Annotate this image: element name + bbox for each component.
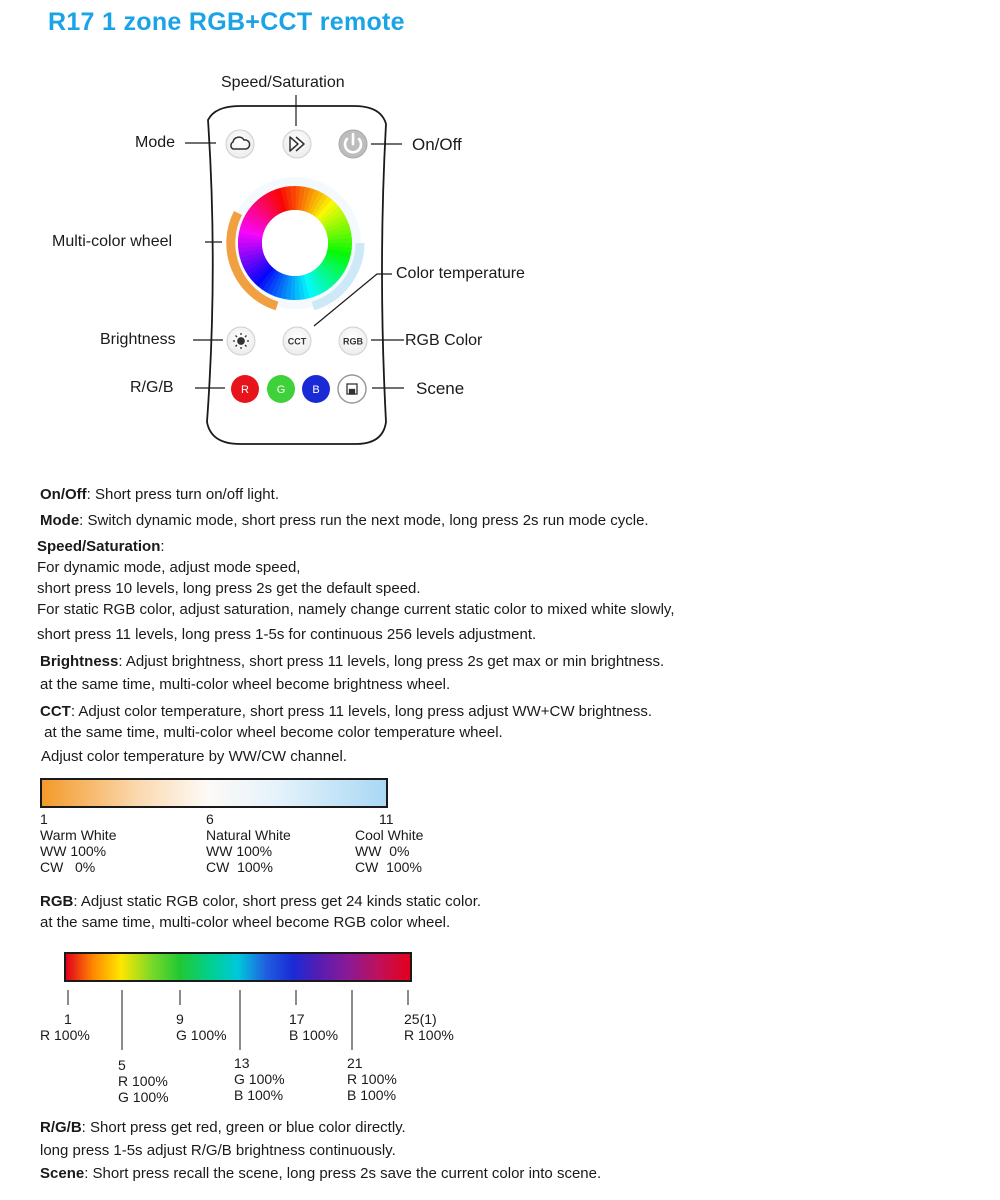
rgb-stop-5-value1: R 100% — [118, 1073, 168, 1089]
rgb-stop-9-value: G 100% — [176, 1027, 227, 1043]
rgb-stop-21-value1: R 100% — [347, 1071, 397, 1087]
rgb-stop-17 — [289, 1011, 338, 1043]
desc-cct-line2: at the same time, multi-color wheel become color temperature wheel. — [40, 724, 503, 741]
rgb-stop-25 — [404, 1011, 454, 1043]
cct-stop-11-num: 11 — [379, 811, 394, 827]
multi-color-wheel[interactable] — [229, 177, 361, 309]
rgb-stop-1 — [40, 1011, 90, 1043]
cct-button[interactable] — [283, 327, 311, 355]
cct-stop-11 — [355, 811, 423, 875]
desc-rgb-keys-text: : Short press get red, green or blue color directly. — [81, 1119, 406, 1136]
cct-stop-6-num: 6 — [206, 811, 214, 827]
cct-stop-6-ww: WW 100% — [206, 843, 273, 859]
cct-stop-1-ww: WW 100% — [40, 843, 107, 859]
rgb-stop-13 — [234, 1055, 285, 1103]
scene-button[interactable] — [338, 375, 366, 403]
term-speed: Speed/Saturation — [37, 538, 161, 555]
red-button-label: R — [241, 384, 249, 396]
desc-mode-text: : Switch dynamic mode, short press run the next mode, long press 2s run mode cycle. — [79, 512, 649, 529]
desc-cct-text: : Adjust color temperature, short press 11 levels, long press adjust WW+CW brightness. — [70, 703, 653, 720]
label-brightness: Brightness — [100, 331, 176, 348]
desc-rgb — [40, 892, 481, 912]
cct-stop-6-cw: CW 100% — [206, 859, 273, 875]
label-rgb-keys: R/G/B — [130, 379, 174, 396]
label-multi-color-wheel: Multi-color wheel — [52, 233, 173, 250]
rgb-stop-1-value: R 100% — [40, 1027, 90, 1043]
rgb-button-label: RGB — [343, 336, 363, 347]
desc-brightness-text: : Adjust brightness, short press 11 levels, long press 2s get max or min brightness. — [118, 653, 665, 670]
rgb-stop-5-num: 5 — [118, 1057, 126, 1073]
desc-rgb-line2: at the same time, multi-color wheel become RGB color wheel. — [40, 914, 451, 931]
rgb-stop-21 — [347, 1055, 397, 1103]
term-brightness: Brightness — [40, 653, 119, 670]
green-button-label: G — [276, 384, 286, 396]
label-rgb-color: RGB Color — [405, 332, 483, 349]
rgb-gradient-bar — [64, 952, 412, 982]
term-cct: CCT — [40, 703, 71, 720]
cct-stop-1-cw: CW 0% — [40, 859, 96, 875]
on-off-button[interactable] — [339, 130, 367, 158]
label-speed-saturation: Speed/Saturation — [221, 74, 345, 91]
rgb-stop-9-num: 9 — [176, 1011, 184, 1027]
desc-scene-text: : Short press recall the scene, long press 2s save the current color into scene. — [84, 1165, 602, 1182]
cct-gradient-bar — [40, 778, 388, 808]
rgb-stop-5 — [118, 1057, 169, 1105]
desc-speed-line1: For dynamic mode, adjust mode speed, — [37, 559, 301, 576]
rgb-stop-1-num: 1 — [64, 1011, 72, 1027]
desc-speed-line2: short press 10 levels, long press 2s get the default speed. — [37, 580, 421, 597]
rgb-stop-9 — [176, 1011, 227, 1043]
brightness-button[interactable] — [227, 327, 255, 355]
red-button[interactable] — [231, 375, 259, 403]
rgb-stop-13-value2: B 100% — [234, 1087, 284, 1103]
label-mode: Mode — [135, 134, 176, 151]
speed-saturation-button[interactable] — [283, 130, 311, 158]
desc-cct — [40, 702, 652, 722]
desc-brightness-line2: at the same time, multi-color wheel become brightness wheel. — [40, 676, 451, 693]
cct-stop-11-cw: CW 100% — [355, 859, 422, 875]
rgb-stop-25-value: R 100% — [404, 1027, 454, 1043]
rgb-stop-13-value1: G 100% — [234, 1071, 285, 1087]
cct-stop-1 — [40, 811, 116, 875]
rgb-stop-17-num: 17 — [289, 1011, 305, 1027]
desc-rgb-text: : Adjust static RGB color, short press get 24 kinds static color. — [73, 893, 482, 910]
desc-mode — [40, 511, 649, 531]
cct-stop-6-name: Natural White — [206, 827, 291, 843]
term-on-off: On/Off — [40, 486, 87, 503]
rgb-stop-21-value2: B 100% — [347, 1087, 397, 1103]
cct-stop-1-num: 1 — [40, 811, 48, 827]
desc-scene — [40, 1164, 601, 1184]
rgb-stop-5-value2: G 100% — [118, 1089, 169, 1105]
term-mode: Mode — [40, 512, 80, 529]
blue-button-label: B — [312, 384, 320, 396]
desc-speed-heading — [37, 537, 165, 557]
desc-speed-line3: For static RGB color, adjust saturation, namely change current static color to mixed white slowly, — [37, 601, 675, 618]
rgb-button[interactable] — [339, 327, 367, 355]
rgb-stop-13-num: 13 — [234, 1055, 250, 1071]
green-button[interactable] — [267, 375, 295, 403]
label-scene: Scene — [416, 379, 465, 398]
page-title: R17 1 zone RGB+CCT remote — [48, 8, 405, 36]
term-rgb-keys: R/G/B — [40, 1119, 82, 1136]
blue-button[interactable] — [302, 375, 330, 403]
desc-brightness — [40, 652, 664, 672]
desc-speed-line4: short press 11 levels, long press 1-5s for continuous 256 levels adjustment. — [37, 626, 537, 643]
label-color-temperature: Color temperature — [396, 265, 525, 282]
cct-stop-11-name: Cool White — [355, 827, 424, 843]
cct-stop-1-name: Warm White — [40, 827, 117, 843]
desc-rgb-keys — [40, 1118, 406, 1138]
cct-stop-11-ww: WW 0% — [355, 843, 410, 859]
term-scene: Scene — [40, 1165, 85, 1182]
mode-button[interactable] — [226, 130, 254, 158]
cct-stop-6 — [206, 811, 291, 875]
desc-speed-colon: : — [160, 538, 165, 555]
desc-on-off-text: : Short press turn on/off light. — [86, 486, 279, 503]
rgb-stop-25-num: 25(1) — [404, 1011, 437, 1027]
rgb-stop-21-num: 21 — [347, 1055, 363, 1071]
term-rgb: RGB — [40, 893, 74, 910]
desc-rgb-keys-line2: long press 1-5s adjust R/G/B brightness continuously. — [40, 1142, 396, 1159]
rgb-stop-17-value: B 100% — [289, 1027, 339, 1043]
desc-on-off — [40, 485, 279, 505]
label-on-off: On/Off — [412, 135, 462, 154]
desc-cct-line3: Adjust color temperature by WW/CW channel. — [41, 748, 347, 765]
cct-button-label: CCT — [287, 336, 307, 347]
